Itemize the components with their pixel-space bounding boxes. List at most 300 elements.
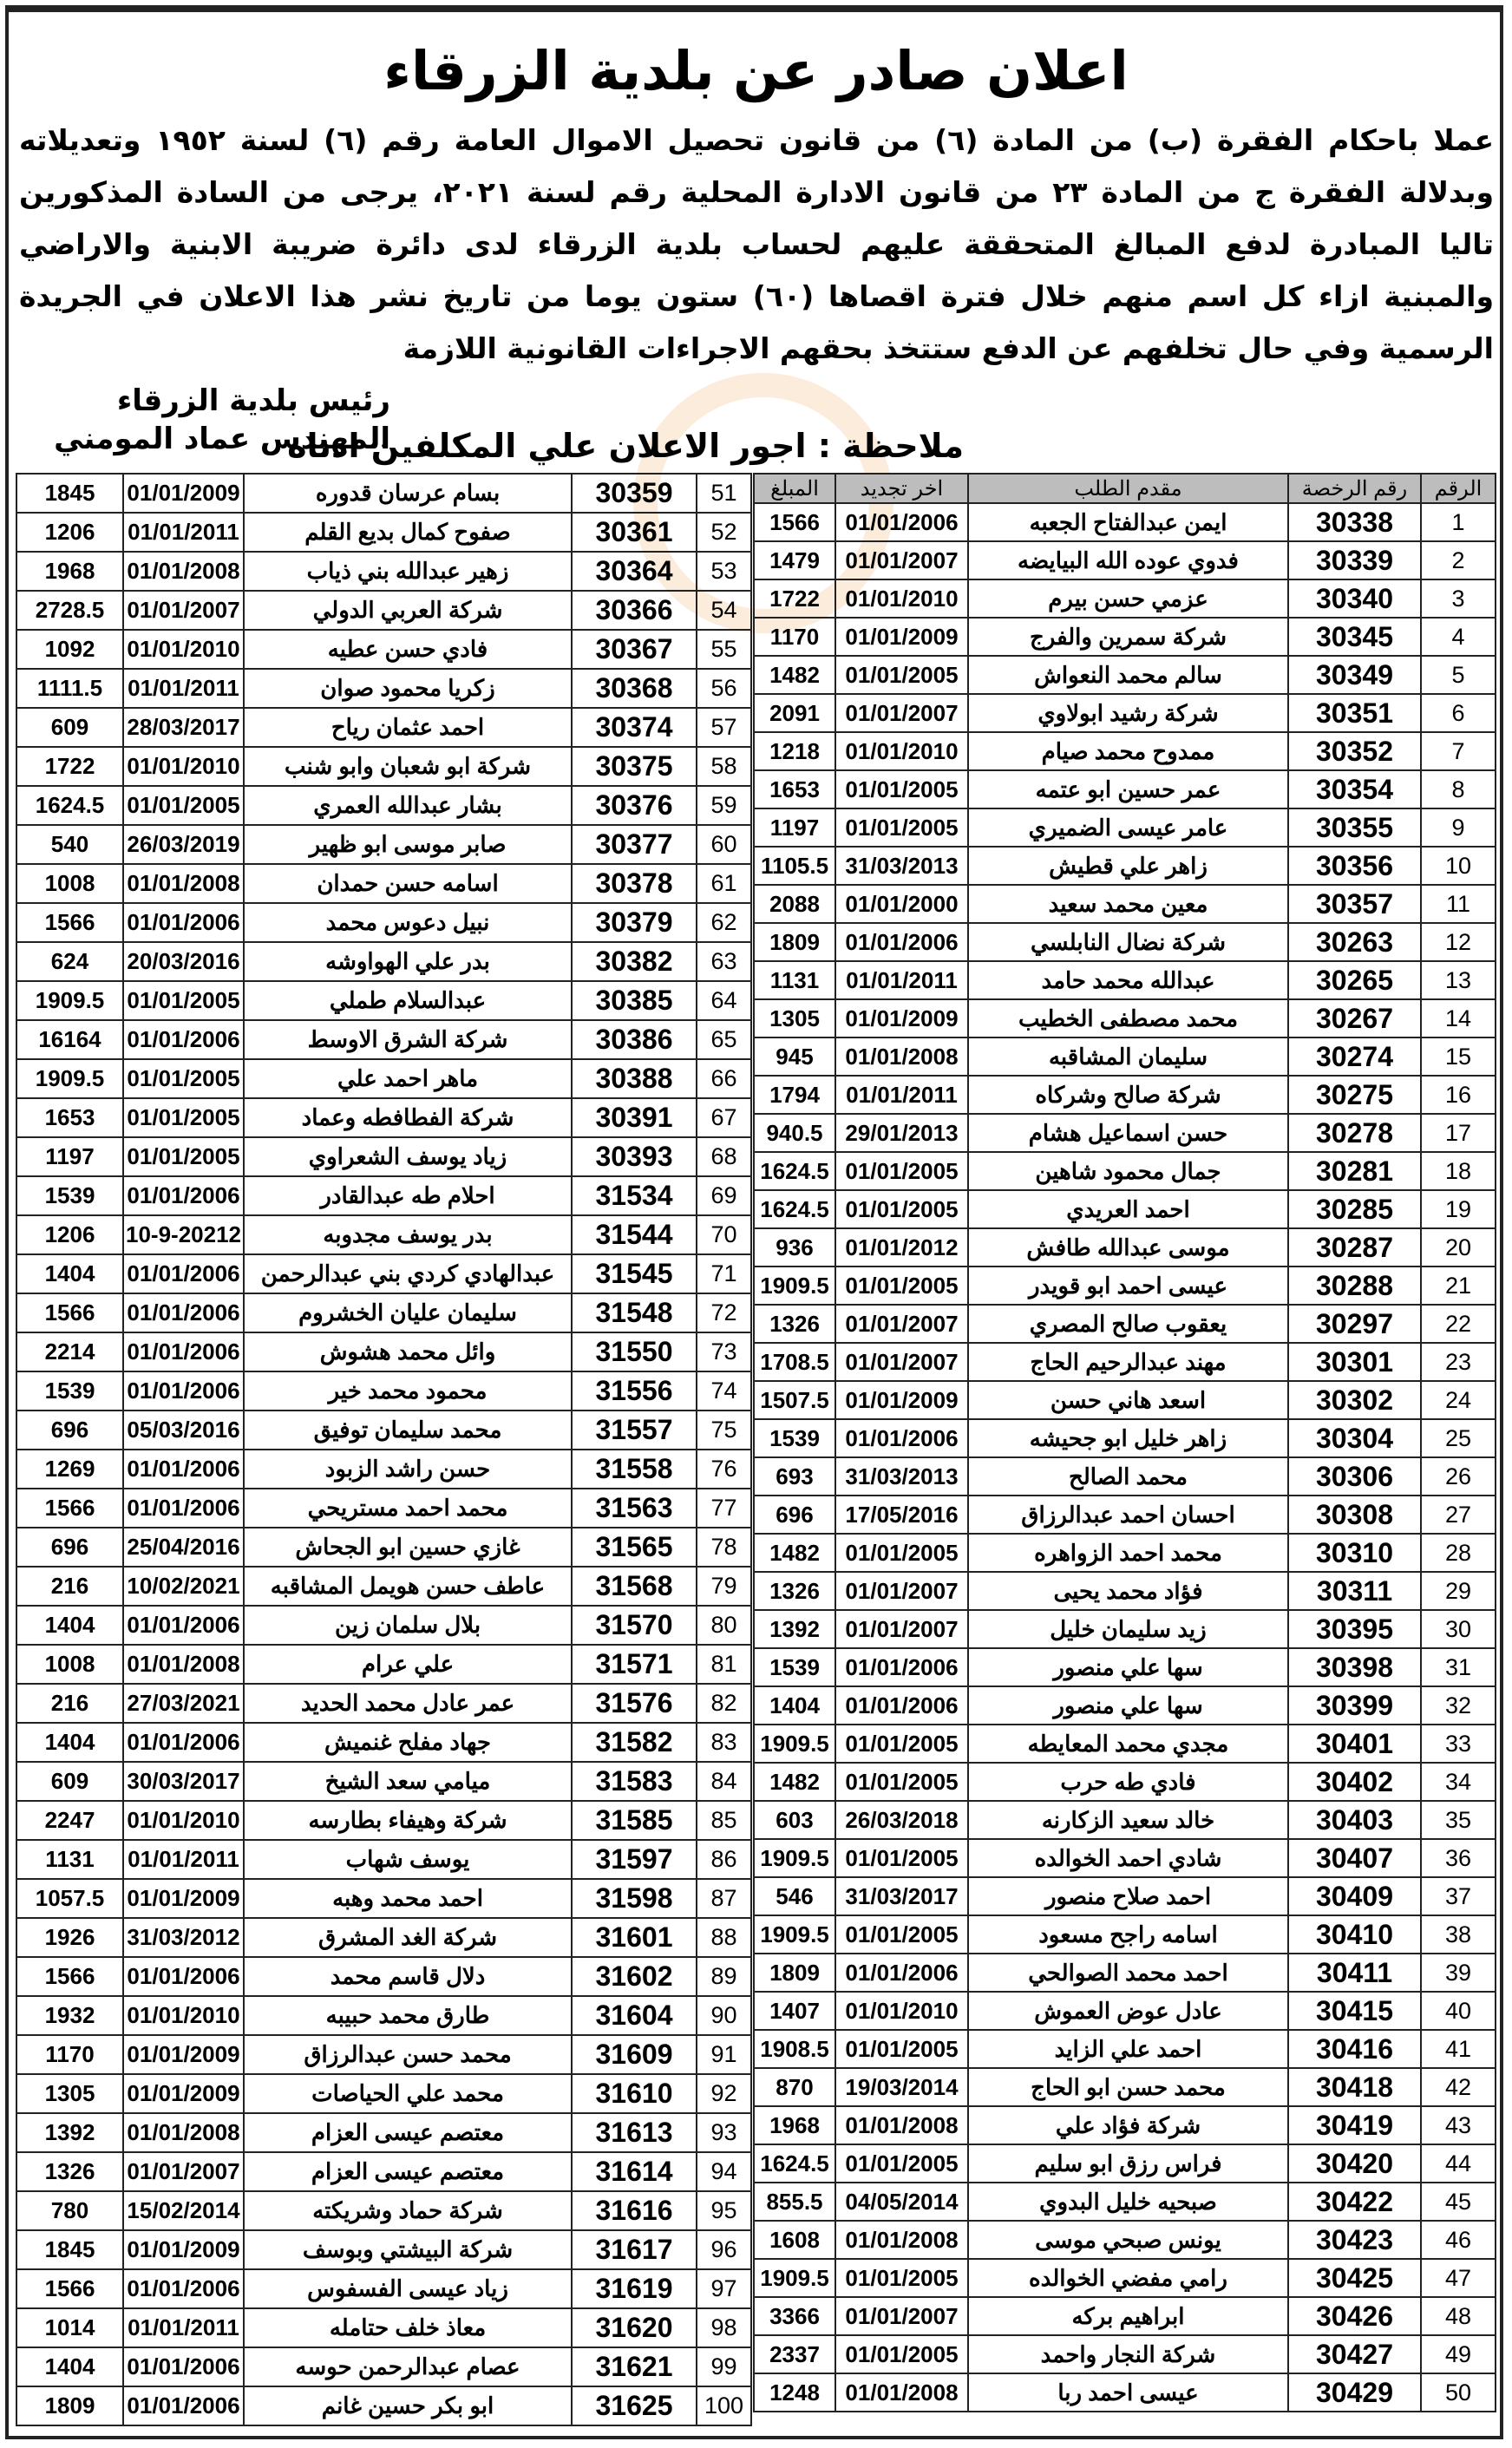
- amount: 1539: [16, 1176, 123, 1215]
- row-number: 85: [697, 1801, 751, 1840]
- amount: 2728.5: [16, 591, 123, 630]
- license-number: 30267: [1288, 999, 1421, 1037]
- row-number: 95: [697, 2191, 751, 2230]
- row-number: 15: [1421, 1037, 1496, 1076]
- amount: 870: [754, 2068, 835, 2106]
- applicant-name: ابو بكر حسين غانم: [244, 2386, 572, 2425]
- applicant-name: شركة صالح وشركاه: [968, 1076, 1288, 1114]
- applicant-name: معتصم عيسى العزام: [244, 2152, 572, 2191]
- last-renewal-date: 01/01/2009: [123, 2074, 244, 2113]
- table-row: [16, 1957, 751, 1996]
- table-row: [754, 808, 1496, 847]
- applicant-name: يعقوب صالح المصري: [968, 1305, 1288, 1343]
- row-number: 24: [1421, 1381, 1496, 1419]
- row-number: 21: [1421, 1267, 1496, 1305]
- table-row: [16, 2035, 751, 2074]
- license-number: 30302: [1288, 1381, 1421, 1419]
- license-number: 31619: [572, 2269, 697, 2308]
- amount: 1404: [754, 1686, 835, 1725]
- amount: 1392: [16, 2113, 123, 2152]
- table-row: [16, 1450, 751, 1489]
- applicant-name: زهير عبدالله بني ذياب: [244, 552, 572, 591]
- license-number: 30349: [1288, 656, 1421, 694]
- license-number: 30364: [572, 552, 697, 591]
- row-number: 29: [1421, 1572, 1496, 1610]
- applicant-name: محمد حسن ابو الحاج: [968, 2068, 1288, 2106]
- applicant-name: شركة وهيفاء بطارسه: [244, 1801, 572, 1840]
- applicant-name: ماهر احمد علي: [244, 1059, 572, 1098]
- table-row: [16, 1489, 751, 1528]
- table-row: [16, 747, 751, 786]
- applicant-name: محمد سليمان توفيق: [244, 1411, 572, 1450]
- amount: 1404: [16, 2347, 123, 2386]
- header-license: رقم الرخصة: [1288, 474, 1421, 503]
- last-renewal-date: 01/01/2011: [123, 1840, 244, 1879]
- license-number: 30407: [1288, 1839, 1421, 1877]
- license-number: 31610: [572, 2074, 697, 2113]
- applicant-name: محمد مصطفى الخطيب: [968, 999, 1288, 1037]
- last-renewal-date: 01/01/2011: [835, 961, 968, 999]
- license-number: 30395: [1288, 1610, 1421, 1648]
- table-row: [754, 1801, 1496, 1839]
- applicant-name: شركة فؤاد علي: [968, 2106, 1288, 2144]
- amount: 1014: [16, 2308, 123, 2347]
- table-row: [754, 2106, 1496, 2144]
- last-renewal-date: 01/01/2006: [835, 1686, 968, 1725]
- applicant-name: موسى عبدالله طافش: [968, 1228, 1288, 1267]
- applicant-name: اسعد هاني حسن: [968, 1381, 1288, 1419]
- amount: 609: [16, 1762, 123, 1801]
- last-renewal-date: 01/01/2007: [835, 541, 968, 579]
- amount: 1131: [16, 1840, 123, 1879]
- applicant-name: بشار عبدالله العمري: [244, 786, 572, 825]
- last-renewal-date: 01/01/2006: [123, 1489, 244, 1528]
- row-number: 96: [697, 2230, 751, 2269]
- applicant-name: زياد عيسى الفسفوس: [244, 2269, 572, 2308]
- applicant-name: شركة ابو شعبان وابو شنب: [244, 747, 572, 786]
- applicant-name: عيسى احمد ابو قويدر: [968, 1267, 1288, 1305]
- amount: 1624.5: [754, 2144, 835, 2183]
- row-number: 10: [1421, 847, 1496, 885]
- last-renewal-date: 01/01/2010: [123, 747, 244, 786]
- row-number: 26: [1421, 1457, 1496, 1496]
- license-number: 31582: [572, 1723, 697, 1762]
- row-number: 63: [697, 942, 751, 981]
- applicant-name: شركة رشيد ابولاوي: [968, 694, 1288, 732]
- amount: 1722: [754, 579, 835, 618]
- table-row: [16, 1723, 751, 1762]
- row-number: 78: [697, 1528, 751, 1567]
- license-number: 30420: [1288, 2144, 1421, 2183]
- table-row: [754, 2068, 1496, 2106]
- last-renewal-date: 01/01/2006: [123, 1723, 244, 1762]
- last-renewal-date: 01/01/2005: [835, 656, 968, 694]
- last-renewal-date: 01/01/2012: [835, 1228, 968, 1267]
- row-number: 45: [1421, 2183, 1496, 2221]
- row-number: 91: [697, 2035, 751, 2074]
- row-number: 77: [697, 1489, 751, 1528]
- amount: 2214: [16, 1332, 123, 1371]
- last-renewal-date: 01/01/2007: [835, 1343, 968, 1381]
- license-number: 30425: [1288, 2259, 1421, 2297]
- applicant-name: يوسف شهاب: [244, 1840, 572, 1879]
- license-number: 31544: [572, 1215, 697, 1254]
- row-number: 74: [697, 1371, 751, 1411]
- last-renewal-date: 01/01/2006: [835, 1954, 968, 1992]
- amount: 1206: [16, 1215, 123, 1254]
- amount: 603: [754, 1801, 835, 1839]
- license-number: 30429: [1288, 2373, 1421, 2412]
- table-row: [16, 864, 751, 903]
- row-number: 36: [1421, 1839, 1496, 1877]
- last-renewal-date: 31/03/2013: [835, 1457, 968, 1496]
- table-row: [754, 618, 1496, 656]
- amount: 1197: [16, 1137, 123, 1176]
- table-row: [754, 1877, 1496, 1915]
- license-number: 30338: [1288, 503, 1421, 541]
- table-row: [16, 1879, 751, 1918]
- table-row: [16, 1801, 751, 1840]
- row-number: 52: [697, 513, 751, 552]
- amount: 1968: [754, 2106, 835, 2144]
- table-row: [754, 2144, 1496, 2183]
- license-number: 30304: [1288, 1419, 1421, 1457]
- amount: 1566: [16, 1293, 123, 1332]
- last-renewal-date: 01/01/2005: [835, 1839, 968, 1877]
- license-number: 31534: [572, 1176, 697, 1215]
- amount: 1909.5: [754, 1725, 835, 1763]
- applicant-name: وائل محمد هشوش: [244, 1332, 572, 1371]
- last-renewal-date: 20/03/2016: [123, 942, 244, 981]
- applicant-name: جمال محمود شاهين: [968, 1152, 1288, 1190]
- applicant-name: زياد يوسف الشعراوي: [244, 1137, 572, 1176]
- applicant-name: صبحيه خليل البدوي: [968, 2183, 1288, 2221]
- applicant-name: غازي حسين ابو الجحاش: [244, 1528, 572, 1567]
- table-row: [754, 1076, 1496, 1114]
- fees-note: ملاحظة : اجور الاعلان علي المكلفين ادناه: [287, 427, 964, 465]
- license-number: 30401: [1288, 1725, 1421, 1763]
- amount: 546: [754, 1877, 835, 1915]
- row-number: 70: [697, 1215, 751, 1254]
- applicant-name: سليمان عليان الخشروم: [244, 1293, 572, 1332]
- row-number: 68: [697, 1137, 751, 1176]
- table-row: [754, 579, 1496, 618]
- table-row: [16, 2230, 751, 2269]
- license-number: 31558: [572, 1450, 697, 1489]
- applicant-name: دلال قاسم محمد: [244, 1957, 572, 1996]
- table-row: [16, 2386, 751, 2425]
- last-renewal-date: 01/01/2005: [835, 1915, 968, 1954]
- amount: 1092: [16, 630, 123, 669]
- applicant-name: اسامه حسن حمدان: [244, 864, 572, 903]
- license-number: 31609: [572, 2035, 697, 2074]
- license-number: 31604: [572, 1996, 697, 2035]
- last-renewal-date: 31/03/2013: [835, 847, 968, 885]
- applicant-name: جهاد مفلح غنميش: [244, 1723, 572, 1762]
- amount: 1926: [16, 1918, 123, 1957]
- last-renewal-date: 01/01/2007: [835, 1572, 968, 1610]
- license-number: 31571: [572, 1645, 697, 1684]
- last-renewal-date: 01/01/2005: [835, 2335, 968, 2373]
- row-number: 40: [1421, 1992, 1496, 2030]
- table-row: [754, 1343, 1496, 1381]
- row-number: 82: [697, 1684, 751, 1723]
- amount: 1845: [16, 2230, 123, 2269]
- row-number: 46: [1421, 2221, 1496, 2259]
- row-number: 66: [697, 1059, 751, 1098]
- row-number: 92: [697, 2074, 751, 2113]
- license-number: 30374: [572, 708, 697, 747]
- license-number: 30427: [1288, 2335, 1421, 2373]
- last-renewal-date: 01/01/2005: [123, 1059, 244, 1098]
- license-number: 31620: [572, 2308, 697, 2347]
- amount: 1404: [16, 1606, 123, 1645]
- row-number: 81: [697, 1645, 751, 1684]
- row-number: 58: [697, 747, 751, 786]
- license-number: 30297: [1288, 1305, 1421, 1343]
- row-number: 41: [1421, 2030, 1496, 2068]
- license-number: 31598: [572, 1879, 697, 1918]
- license-number: 30409: [1288, 1877, 1421, 1915]
- row-number: 61: [697, 864, 751, 903]
- applicant-name: عصام عبدالرحمن حوسه: [244, 2347, 572, 2386]
- license-number: 31601: [572, 1918, 697, 1957]
- row-number: 94: [697, 2152, 751, 2191]
- table-row: [754, 2259, 1496, 2297]
- license-number: 31614: [572, 2152, 697, 2191]
- amount: 540: [16, 825, 123, 864]
- license-number: 31550: [572, 1332, 697, 1371]
- applicant-name: احمد صلاح منصور: [968, 1877, 1288, 1915]
- applicant-name: عزمي حسن بيرم: [968, 579, 1288, 618]
- amount: 1305: [16, 2074, 123, 2113]
- last-renewal-date: 10-9-20212: [123, 1215, 244, 1254]
- applicant-name: شركة الغد المشرق: [244, 1918, 572, 1957]
- table-row: [16, 1293, 751, 1332]
- last-renewal-date: 01/01/2007: [835, 1610, 968, 1648]
- amount: 1482: [754, 1763, 835, 1801]
- amount: 1845: [16, 474, 123, 513]
- row-number: 23: [1421, 1343, 1496, 1381]
- table-row: [754, 1267, 1496, 1305]
- last-renewal-date: 01/01/2006: [835, 1648, 968, 1686]
- row-number: 22: [1421, 1305, 1496, 1343]
- last-renewal-date: 31/03/2017: [835, 1877, 968, 1915]
- license-number: 31548: [572, 1293, 697, 1332]
- last-renewal-date: 15/02/2014: [123, 2191, 244, 2230]
- table-row: [754, 923, 1496, 961]
- amount: 936: [754, 1228, 835, 1267]
- applicant-name: صفوح كمال بديع القلم: [244, 513, 572, 552]
- amount: 1326: [754, 1572, 835, 1610]
- last-renewal-date: 01/01/2006: [835, 923, 968, 961]
- last-renewal-date: 26/03/2019: [123, 825, 244, 864]
- license-number: 30426: [1288, 2297, 1421, 2335]
- applicant-name: خالد سعيد الزكارنه: [968, 1801, 1288, 1839]
- applicant-name: محمد احمد الزواهره: [968, 1534, 1288, 1572]
- amount: 1566: [16, 903, 123, 942]
- row-number: 3: [1421, 579, 1496, 618]
- last-renewal-date: 01/01/2005: [835, 2259, 968, 2297]
- applicant-name: زاهر خليل ابو جحيشه: [968, 1419, 1288, 1457]
- license-number: 30359: [572, 474, 697, 513]
- row-number: 97: [697, 2269, 751, 2308]
- license-number: 30288: [1288, 1267, 1421, 1305]
- table-row: [754, 2221, 1496, 2259]
- amount: 696: [16, 1528, 123, 1567]
- row-number: 4: [1421, 618, 1496, 656]
- amount: 1407: [754, 1992, 835, 2030]
- table-row: [754, 1954, 1496, 1992]
- row-number: 80: [697, 1606, 751, 1645]
- table-row: [16, 552, 751, 591]
- amount: 1909.5: [16, 1059, 123, 1098]
- row-number: 64: [697, 981, 751, 1020]
- applicant-name: بدر يوسف مجدوبه: [244, 1215, 572, 1254]
- row-number: 9: [1421, 808, 1496, 847]
- table-row: [16, 903, 751, 942]
- row-number: 62: [697, 903, 751, 942]
- applicant-name: ممدوح محمد صيام: [968, 732, 1288, 770]
- amount: 1566: [16, 1957, 123, 1996]
- amount: 1111.5: [16, 669, 123, 708]
- row-number: 31: [1421, 1648, 1496, 1686]
- row-number: 42: [1421, 2068, 1496, 2106]
- amount: 1008: [16, 1645, 123, 1684]
- last-renewal-date: 01/01/2005: [835, 1267, 968, 1305]
- last-renewal-date: 01/01/2007: [835, 1305, 968, 1343]
- license-number: 30393: [572, 1137, 697, 1176]
- table-row: [16, 1176, 751, 1215]
- license-number: 31621: [572, 2347, 697, 2386]
- amount: 1566: [754, 503, 835, 541]
- row-number: 79: [697, 1567, 751, 1606]
- amount: 1539: [754, 1648, 835, 1686]
- applicant-name: معين محمد سعيد: [968, 885, 1288, 923]
- last-renewal-date: 04/05/2014: [835, 2183, 968, 2221]
- table-row: [754, 1228, 1496, 1267]
- row-number: 27: [1421, 1496, 1496, 1534]
- applicant-name: سليمان المشاقبه: [968, 1037, 1288, 1076]
- amount: 1248: [754, 2373, 835, 2412]
- last-renewal-date: 28/03/2017: [123, 708, 244, 747]
- table-row: [754, 1839, 1496, 1877]
- table-row: [754, 961, 1496, 999]
- license-number: 30422: [1288, 2183, 1421, 2221]
- applicant-name: شركة سمرين والفرج: [968, 618, 1288, 656]
- last-renewal-date: 01/01/2005: [835, 1534, 968, 1572]
- license-number: 30415: [1288, 1992, 1421, 2030]
- license-number: 30385: [572, 981, 697, 1020]
- license-number: 30388: [572, 1059, 697, 1098]
- last-renewal-date: 01/01/2006: [123, 1176, 244, 1215]
- row-number: 12: [1421, 923, 1496, 961]
- table-row: [16, 2113, 751, 2152]
- amount: 2088: [754, 885, 835, 923]
- amount: 1809: [16, 2386, 123, 2425]
- applicant-name: حسن راشد الزبود: [244, 1450, 572, 1489]
- last-renewal-date: 01/01/2005: [123, 1098, 244, 1137]
- last-renewal-date: 01/01/2000: [835, 885, 968, 923]
- amount: 1909.5: [754, 1839, 835, 1877]
- table-row: [16, 1567, 751, 1606]
- row-number: 39: [1421, 1954, 1496, 1992]
- license-number: 30399: [1288, 1686, 1421, 1725]
- table-row: [16, 1411, 751, 1450]
- amount: 1170: [16, 2035, 123, 2074]
- license-number: 30398: [1288, 1648, 1421, 1686]
- license-number: 31613: [572, 2113, 697, 2152]
- last-renewal-date: 01/01/2005: [835, 1725, 968, 1763]
- amount: 1909.5: [754, 1267, 835, 1305]
- applicant-name: فراس رزق ابو سليم: [968, 2144, 1288, 2183]
- applicant-name: عبدالسلام طملي: [244, 981, 572, 1020]
- last-renewal-date: 01/01/2007: [835, 2297, 968, 2335]
- last-renewal-date: 01/01/2006: [123, 1020, 244, 1059]
- table-row: [754, 1305, 1496, 1343]
- license-number: 30416: [1288, 2030, 1421, 2068]
- license-number: 30354: [1288, 770, 1421, 808]
- license-number: 30376: [572, 786, 697, 825]
- table-row: [754, 732, 1496, 770]
- table-row: [16, 513, 751, 552]
- row-number: 49: [1421, 2335, 1496, 2373]
- amount: 1131: [754, 961, 835, 999]
- row-number: 100: [697, 2386, 751, 2425]
- applicant-name: محمد حسن عبدالرزاق: [244, 2035, 572, 2074]
- last-renewal-date: 01/01/2010: [123, 1801, 244, 1840]
- license-number: 31583: [572, 1762, 697, 1801]
- license-number: 30308: [1288, 1496, 1421, 1534]
- last-renewal-date: 01/01/2008: [835, 2221, 968, 2259]
- last-renewal-date: 01/01/2007: [123, 2152, 244, 2191]
- table-row: [16, 2347, 751, 2386]
- row-number: 50: [1421, 2373, 1496, 2412]
- license-number: 30378: [572, 864, 697, 903]
- applicant-name: شركة العربي الدولي: [244, 591, 572, 630]
- table-header-row: [754, 474, 1496, 503]
- last-renewal-date: 19/03/2014: [835, 2068, 968, 2106]
- table-row: [754, 503, 1496, 541]
- last-renewal-date: 31/03/2012: [123, 1918, 244, 1957]
- row-number: 48: [1421, 2297, 1496, 2335]
- applicant-name: شركة البيشتي وبوسف: [244, 2230, 572, 2269]
- amount: 3366: [754, 2297, 835, 2335]
- amount: 1479: [754, 541, 835, 579]
- license-number: 30351: [1288, 694, 1421, 732]
- row-number: 88: [697, 1918, 751, 1957]
- amount: 1968: [16, 552, 123, 591]
- applicant-name: شركة حماد وشريكته: [244, 2191, 572, 2230]
- amount: 1539: [754, 1419, 835, 1457]
- applicant-name: شادي احمد الخوالده: [968, 1839, 1288, 1877]
- last-renewal-date: 01/01/2009: [123, 1879, 244, 1918]
- license-number: 30357: [1288, 885, 1421, 923]
- applicant-name: فادي حسن عطيه: [244, 630, 572, 669]
- last-renewal-date: 01/01/2008: [835, 2106, 968, 2144]
- row-number: 55: [697, 630, 751, 669]
- applicant-name: ايمن عبدالفتاح الجعبه: [968, 503, 1288, 541]
- amount: 696: [16, 1411, 123, 1450]
- last-renewal-date: 01/01/2005: [123, 1137, 244, 1176]
- amount: 1608: [754, 2221, 835, 2259]
- applicant-name: عاطف حسن هويمل المشاقبه: [244, 1567, 572, 1606]
- table-row: [754, 2297, 1496, 2335]
- last-renewal-date: 01/01/2011: [123, 2308, 244, 2347]
- table-row: [754, 1152, 1496, 1190]
- row-number: 54: [697, 591, 751, 630]
- applicant-name: سالم محمد النعواش: [968, 656, 1288, 694]
